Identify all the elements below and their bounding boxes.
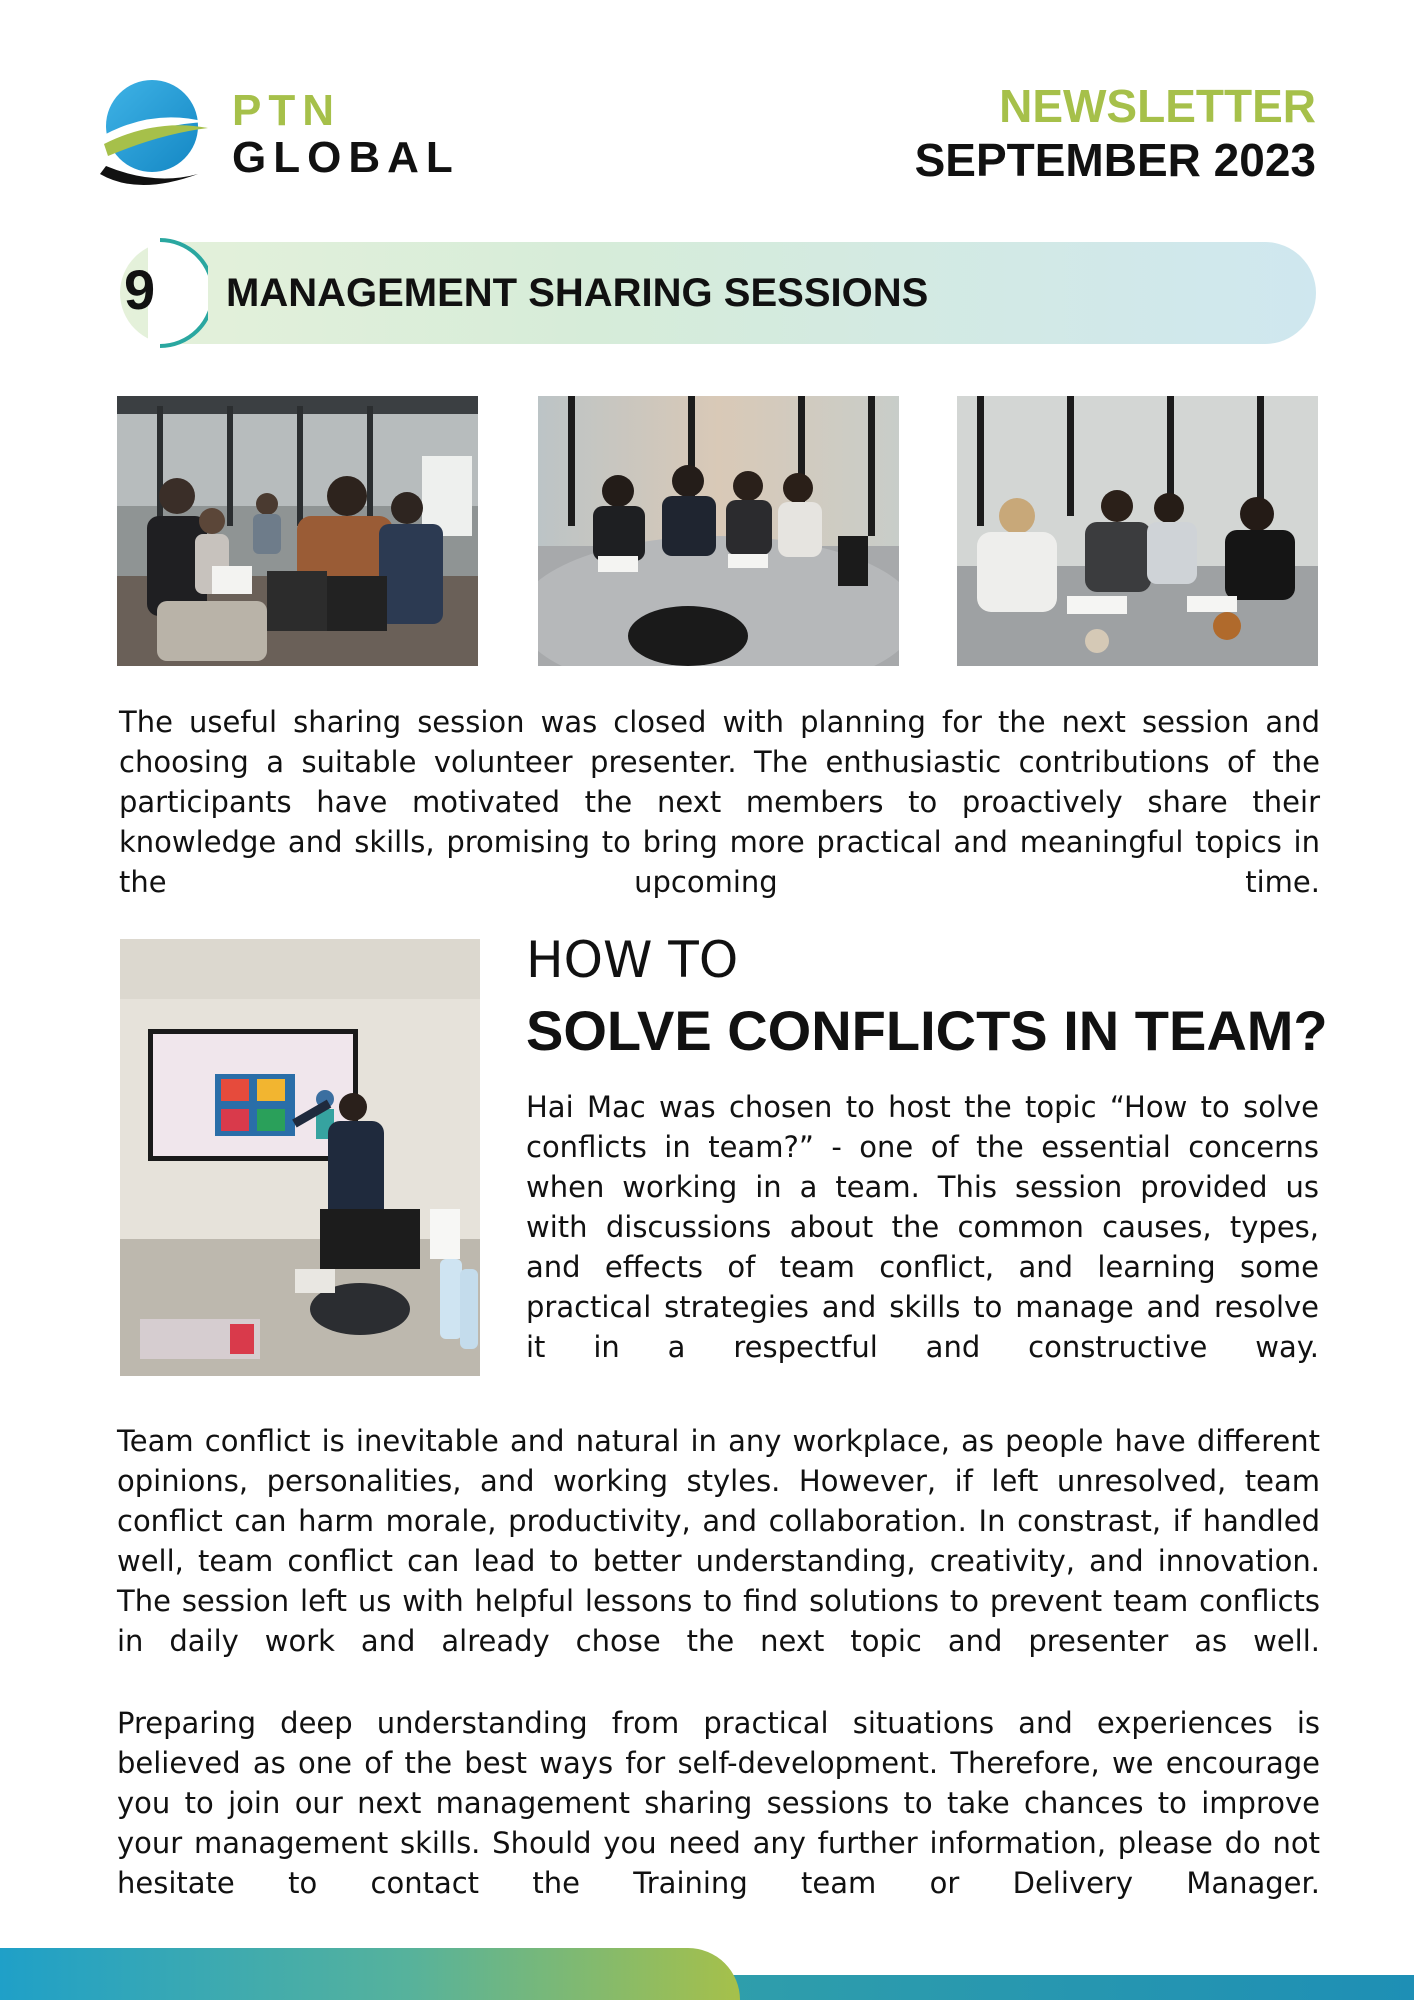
intro-paragraph: The useful sharing session was closed with planning for the next session and choosing a suitable volunteer presenter. The enthusiastic contributions of the participants have motivated the next members to proactively share their knowledge and skills, promising to bring more practical and meaningful topics in the upcoming time.: [119, 705, 1320, 899]
team-meeting-photo: [117, 396, 478, 666]
logo-global: GLOBAL: [232, 133, 460, 182]
group-work-photo: [957, 396, 1318, 666]
topic-paragraph: Hai Mac was chosen to host the topic “How to solve conflicts in team?” - one of the essential concerns when working in a team. This session provided us with discussions about the common causes, types, and effects of team conflict, and learning some practical strategies and skills to manage and resolve it in a respectful and constructive way.: [526, 1090, 1319, 1364]
closing-paragraph: Preparing deep understanding from practical situations and experiences is believed as one of the best ways for self-development. Therefore, we encourage you to join our next management sharing sessions to take chances to improve your management skills. Should you need any further information, please do not hesitate to contact the Training team or Delivery Manager.: [117, 1706, 1320, 1900]
article-heading-line1: HOW TO: [526, 931, 739, 989]
section-number: 9: [124, 258, 156, 321]
footer-bar-right: [720, 1975, 1414, 2000]
newsletter-heading: [915, 80, 1316, 188]
logo-wordmark: [232, 88, 460, 182]
presenter-swot-photo: [120, 939, 480, 1376]
logo-ptn: PTN: [232, 86, 341, 135]
footer-bar-left: [0, 1948, 740, 2000]
article-heading-line2: SOLVE CONFLICTS IN TEAM?: [526, 999, 1328, 1062]
newsletter-label: NEWSLETTER: [999, 80, 1316, 132]
section-title: MANAGEMENT SHARING SESSIONS: [226, 271, 929, 315]
issue-date: SEPTEMBER 2023: [914, 134, 1316, 186]
team-discussion-photo: [538, 396, 899, 666]
conflict-paragraph: Team conflict is inevitable and natural in any workplace, as people have different opinions, personalities, and working styles. However, if left unresolved, team conflict can harm morale, productivity, and collaboration. In constrast, if handled well, team conflict can lead to better understanding, creativity, and innovation. The session left us with helpful lessons to find solutions to prevent team conflicts in daily work and already chose the next topic and presenter as well.: [117, 1424, 1320, 1658]
ptn-global-logo-icon: [98, 78, 208, 196]
section-number-badge-icon: [108, 236, 208, 350]
